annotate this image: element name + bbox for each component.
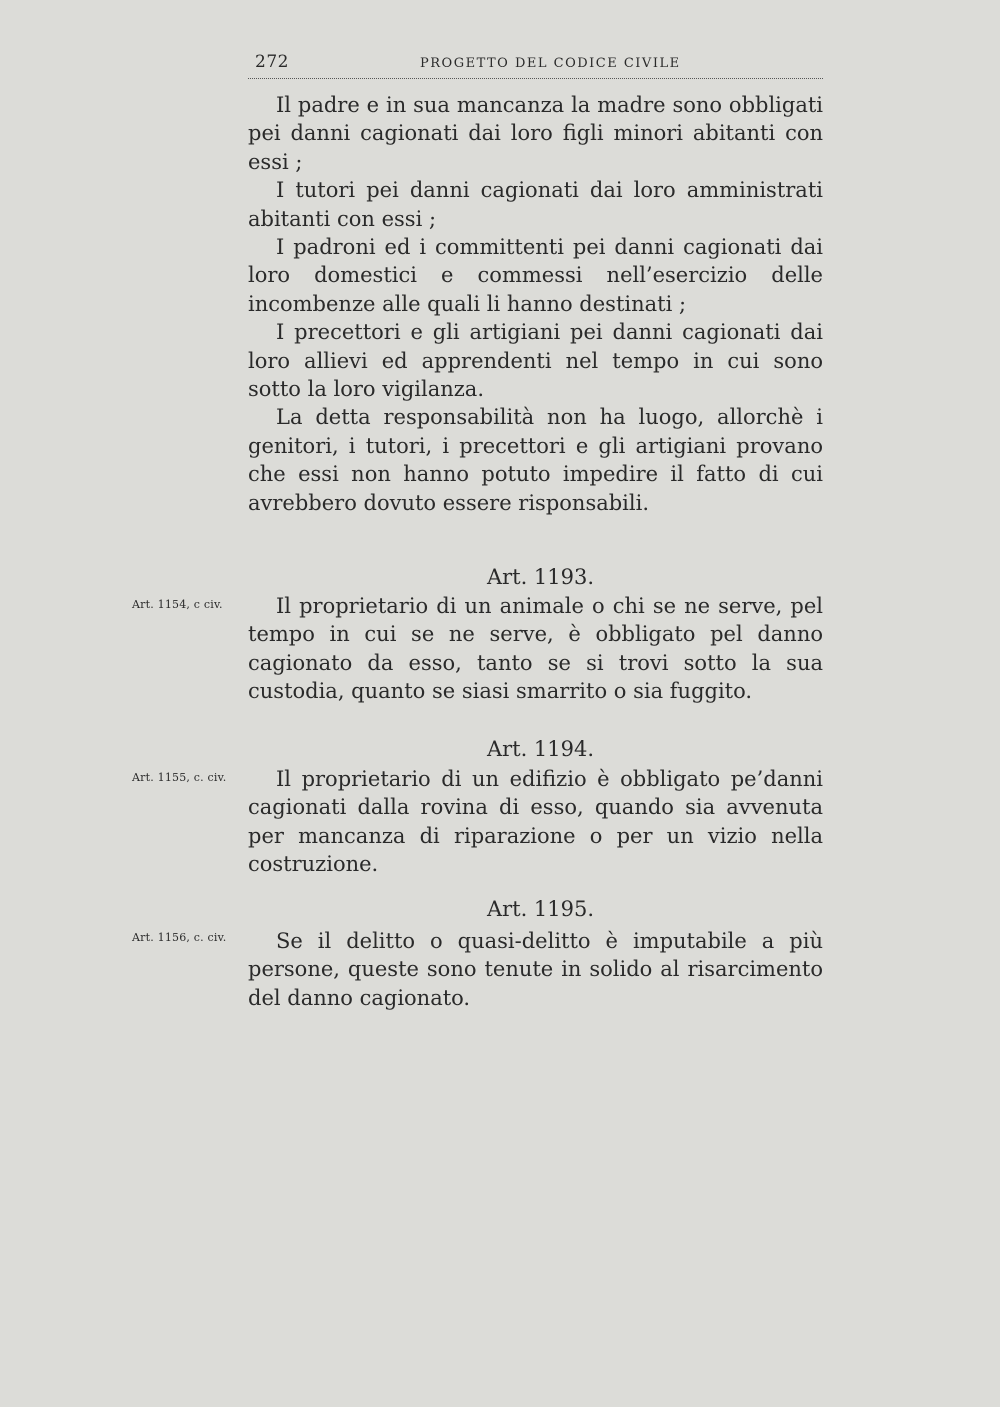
- article-heading-1194: Art. 1194.: [486, 737, 595, 761]
- margin-reference-1193: Art. 1154, c civ.: [132, 598, 223, 611]
- running-title: PROGETTO DEL CODICE CIVILE: [420, 56, 681, 71]
- paragraph-responsabilita: La detta responsabilità non ha luogo, allorchè i genitori, i tutori, i precettori e gli artigiani provano che essi non hanno potuto impedire il fatto di cui avrebbero dovuto essere risponsabili.: [248, 405, 823, 515]
- header-dotted-rule: [248, 78, 823, 79]
- paragraph-padroni: I padroni ed i committenti pei danni cagionati dai loro domestici e commessi nell’esercizio delle incombenze alle quali li hanno destinati ;: [248, 235, 823, 316]
- paragraph-tutori: I tutori pei danni cagionati dai loro amministrati abitanti con essi ;: [248, 178, 823, 231]
- margin-reference-1195: Art. 1156, c. civ.: [132, 931, 227, 944]
- article-paragraph: Il proprietario di un edifizio è obbligato pe’danni cagionati dalla rovina di esso, quando sia avvenuta per mancanza di riparazione o per un vizio nella costruzione.: [248, 767, 823, 877]
- article-text-1195: [248, 927, 823, 1012]
- article-paragraph: Se il delitto o quasi-delitto è imputabile a più persone, queste sono tenute in solido al risarcimento del danno cagionato.: [248, 929, 823, 1010]
- article-text-1194: [248, 765, 823, 879]
- running-header: [248, 50, 823, 80]
- article-heading-1193: Art. 1193.: [486, 565, 595, 589]
- article-text-1193: [248, 592, 823, 706]
- article-paragraph: Il proprietario di un animale o chi se ne serve, pel tempo in cui se ne serve, è obbligato pel danno cagionato da esso, tanto se si trovi sotto la sua custodia, quanto se siasi smarrito o sia fuggito.: [248, 594, 823, 704]
- page-number: 272: [255, 52, 289, 72]
- paragraph-precettori: I precettori e gli artigiani pei danni cagionati dai loro allievi ed apprendenti nel tempo in cui sono sotto la loro vigilanza.: [248, 320, 823, 402]
- margin-reference-1194: Art. 1155, c. civ.: [132, 771, 227, 784]
- paragraph-padre: Il padre e in sua mancanza la madre sono obbligati pei danni cagionati dai loro figli minori abitanti con essi ;: [248, 93, 823, 174]
- article-heading-1195: Art. 1195.: [486, 897, 595, 921]
- opening-text-block: [248, 91, 823, 517]
